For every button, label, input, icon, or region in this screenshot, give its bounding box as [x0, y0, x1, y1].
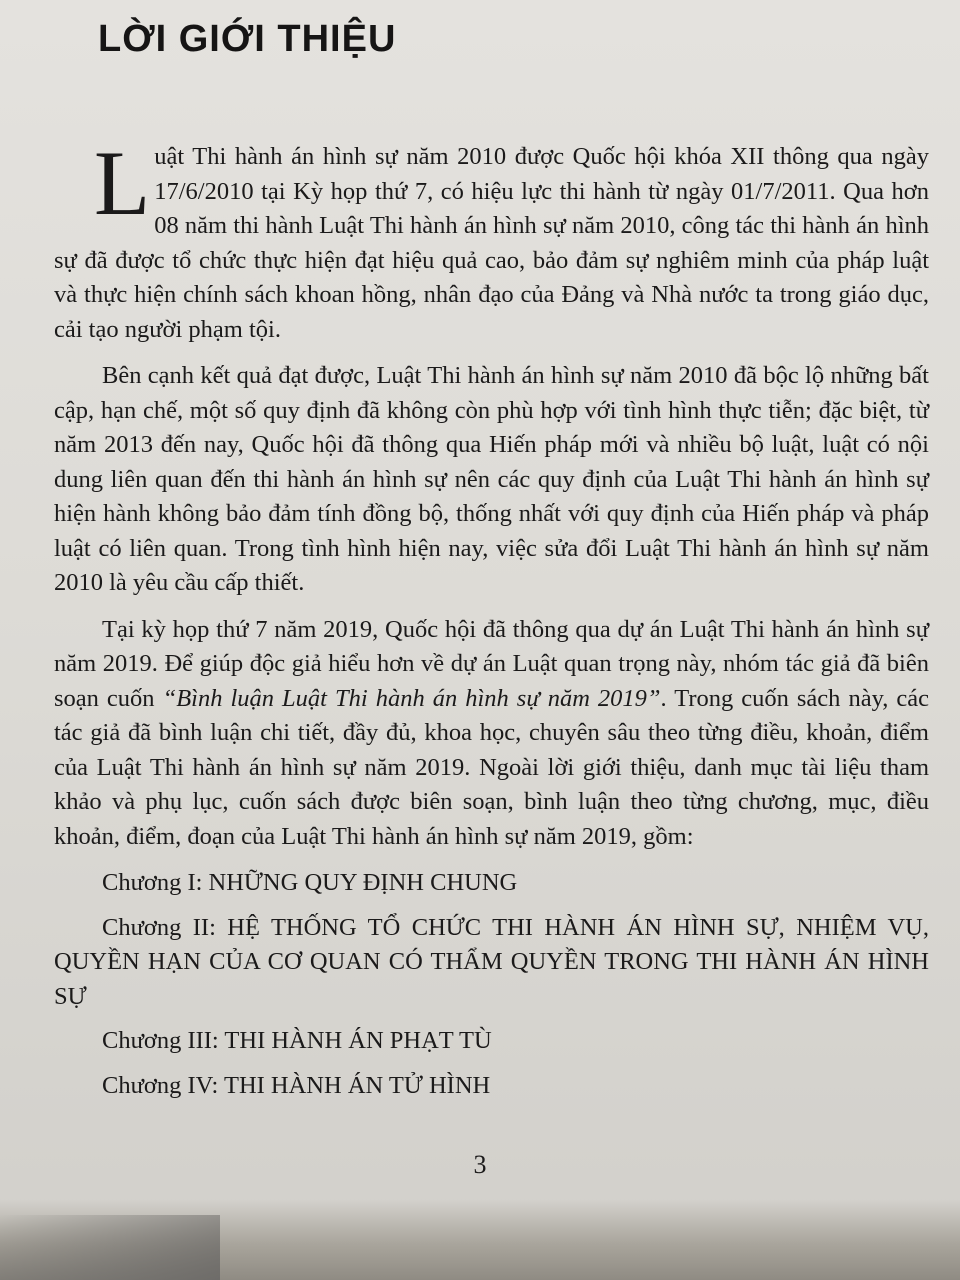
paragraph-3-text-b: . Trong cuốn sách này, các tác giả đã bình luận chi tiết, đầy đủ, khoa học, chuyên sâu theo từng điều, khoản, điểm của Luật Thi hành án hình sự năm 2019. Ngoài lời giới thiệu, danh mục tài liệu tham khảo và phụ lục, cuốn sách được biên soạn, bình luận theo từng chương, mục, điều khoản, điểm, đoạn của Luật Thi hành án hình sự năm 2019, gồm:	[54, 684, 929, 850]
chapter-item-2: Chương II: HỆ THỐNG TỔ CHỨC THI HÀNH ÁN HÌNH SỰ, NHIỆM VỤ, QUYỀN HẠN CỦA CƠ QUAN CÓ THẨM QUYỀN TRONG THI HÀNH ÁN HÌNH SỰ	[54, 913, 929, 1010]
body-text	[54, 132, 929, 1113]
paragraph-3	[54, 613, 929, 855]
corner-shadow	[0, 1215, 220, 1280]
book-title: “Bình luận Luật Thi hành án hình sự năm 2019”	[162, 684, 661, 712]
chapter-item-4: Chương IV: THI HÀNH ÁN TỬ HÌNH	[102, 1071, 491, 1099]
drop-cap: L	[94, 132, 151, 234]
chapter-item-1: Chương I: NHỮNG QUY ĐỊNH CHUNG	[102, 869, 518, 896]
paragraph-1	[54, 132, 929, 347]
page-heading: LỜI GIỚI THIỆU	[98, 18, 397, 60]
paragraph-3-text-a: Tại kỳ họp thứ 7 năm 2019, Quốc hội đã thông qua dự án Luật Thi hành án hình sự năm 2019. Để giúp độc giả hiểu hơn về dự án Luật quan trọng này, nhóm tác giả đã biên soạn cuốn	[54, 615, 929, 712]
paragraph-2: Bên cạnh kết quả đạt được, Luật Thi hành án hình sự năm 2010 đã bộc lộ những bất cập, hạn chế, một số quy định đã không còn phù hợp với tình hình thực tiễn; đặc biệt, từ năm 2013 đến nay, Quốc hội đã thông qua Hiến pháp mới và nhiều bộ luật, luật có nội dung liên quan đến thi hành án hình sự nên các quy định của Luật Thi hành án hình sự hiện hành không bảo đảm tính đồng bộ, thống nhất với quy định của Hiến pháp và pháp luật có liên quan. Trong tình hình hiện nay, việc sửa đổi Luật Thi hành án hình sự năm 2010 là yêu cầu cấp thiết.	[54, 362, 929, 596]
paragraph-1-text: uật Thi hành án hình sự năm 2010 được Quốc hội khóa XII thông qua ngày 17/6/2010 tại Kỳ họp thứ 7, có hiệu lực thi hành từ ngày 01/7/2011. Qua hơn 08 năm thi hành Luật Thi hành án hình sự năm 2010, công tác thi hành án hình sự đã được tổ chức thực hiện đạt hiệu quả cao, bảo đảm sự nghiêm minh của pháp luật và thực hiện chính sách khoan hồng, nhân đạo của Đảng và Nhà nước ta trong giáo dục, cải tạo người phạm tội.	[54, 143, 929, 343]
page-number: 3	[473, 1150, 487, 1179]
chapter-item-3: Chương III: THI HÀNH ÁN PHẠT TÙ	[102, 1027, 492, 1054]
